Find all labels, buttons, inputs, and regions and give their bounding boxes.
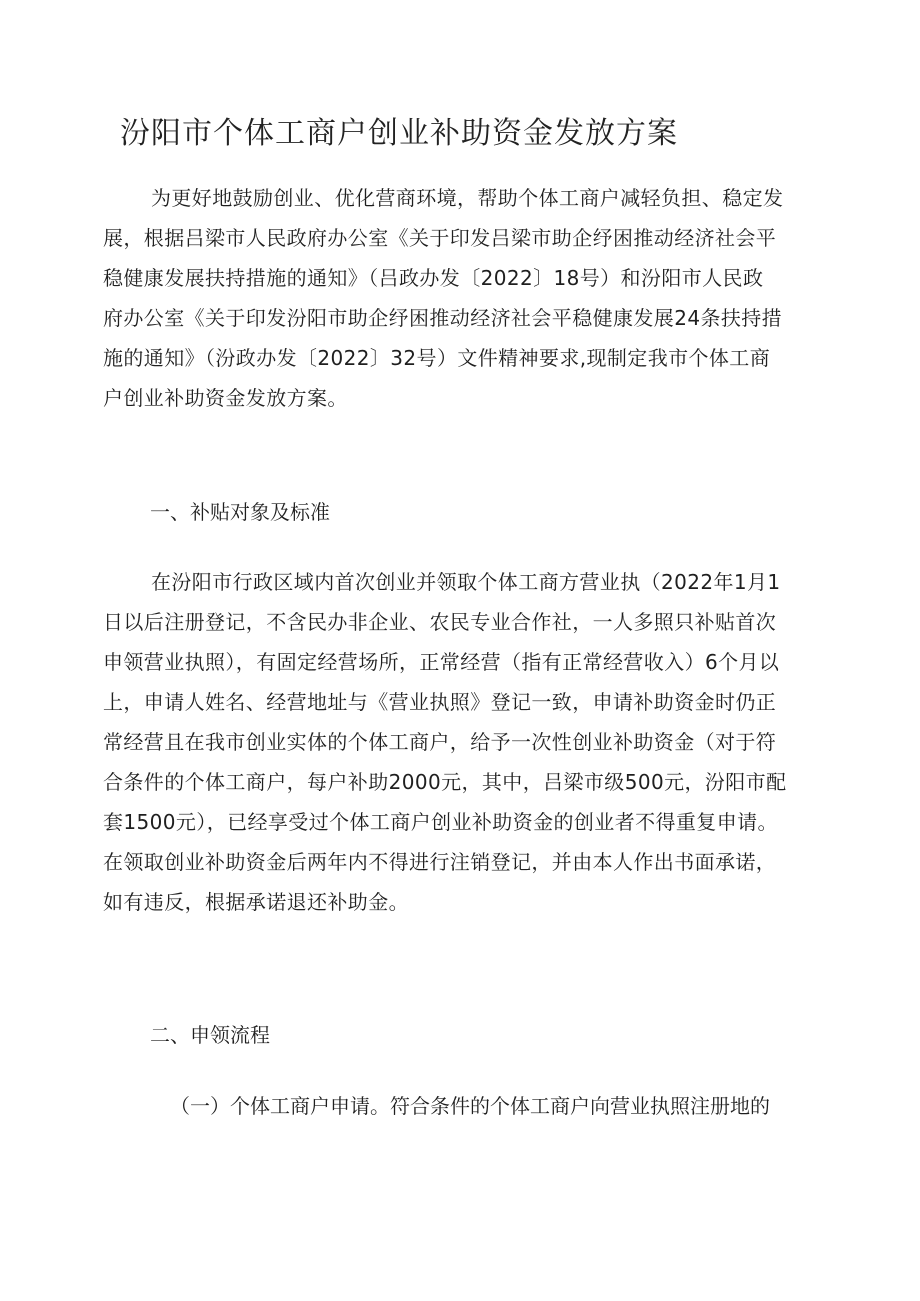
text-line: 在汾阳市行政区域内首次创业并领取个体工商方营业执（2022年1月1	[151, 570, 781, 594]
text-line: 府办公室《关于印发汾阳市助企纾困推动经济社会平稳健康发展24条扶持措	[103, 306, 783, 330]
intro-paragraph	[103, 178, 823, 418]
text-line: 套1500元），已经享受过个体工商户创业补助资金的创业者不得重复申请。	[103, 810, 778, 834]
text-line: 户创业补助资金发放方案。	[103, 386, 348, 410]
text-line: 稳健康发展扶持措施的通知》（吕政办发〔2022〕18号）和汾阳市人民政	[103, 266, 764, 290]
subsection-1-text: （一）个体工商户申请。符合条件的个体工商户向营业执照注册地的	[170, 1094, 770, 1118]
text-line: 展，根据吕梁市人民政府办公室《关于印发吕梁市助企纾困推动经济社会平	[103, 226, 777, 250]
text-line: 施的通知》（汾政办发〔2022〕32号）文件精神要求,现制定我市个体工商	[103, 346, 771, 370]
text-line: 合条件的个体工商户，每户补助2000元，其中，吕梁市级500元，汾阳市配	[103, 770, 787, 794]
document-title: 汾阳市个体工商户创业补助资金发放方案	[120, 116, 678, 151]
text-line: 上，申请人姓名、经营地址与《营业执照》登记一致，申请补助资金时仍正	[103, 690, 777, 714]
section-heading-2: 二、申领流程	[150, 1023, 270, 1047]
text-line: 为更好地鼓励创业、优化营商环境，帮助个体工商户减轻负担、稳定发	[151, 186, 784, 210]
section-heading-1: 一、补贴对象及标准	[150, 500, 330, 524]
text-line: 常经营且在我市创业实体的个体工商户，给予一次性创业补助资金（对于符	[103, 730, 777, 754]
text-line: 在领取创业补助资金后两年内不得进行注销登记，并由本人作出书面承诺，	[103, 850, 777, 874]
text-line: 日以后注册登记，不含民办非企业、农民专业合作社，一人多照只补贴首次	[103, 610, 777, 634]
section1-paragraph	[103, 562, 823, 922]
text-line: 如有违反，根据承诺退还补助金。	[103, 890, 409, 914]
text-line: 申领营业执照），有固定经营场所，正常经营（指有正常经营收入）6个月以	[103, 650, 780, 674]
